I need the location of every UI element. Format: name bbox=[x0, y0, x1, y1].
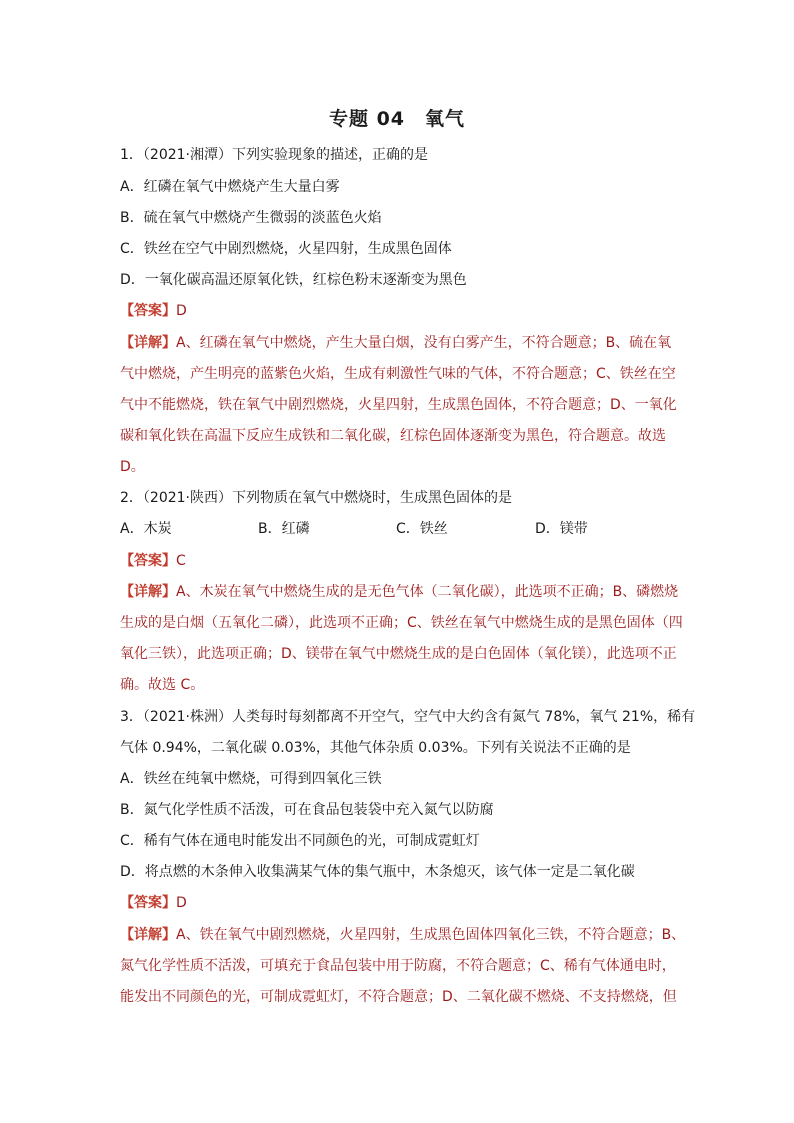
q3-detail-line: 氮气化学性质不活泼，可填充于食品包装中用于防腐，不符合题意；C、稀有气体通电时， bbox=[120, 958, 676, 974]
q3-option-c: C．稀有气体在通电时能发出不同颜色的光，可制成霓虹灯 bbox=[120, 833, 480, 849]
q2-option-a: A．木炭 bbox=[120, 521, 172, 537]
answer-tag: 【答案】 bbox=[120, 895, 176, 911]
detail-text: A、铁在氧气中剧烈燃烧，火星四射，生成黑色固体四氧化三铁，不符合题意；B、 bbox=[176, 927, 686, 943]
q2-detail-line: 生成的是白烟（五氧化二磷），此选项不正确；C、铁丝在氧气中燃烧生成的是黑色固体（四 bbox=[120, 615, 683, 631]
answer-value: C bbox=[176, 553, 186, 569]
q3-detail-line: 能发出不同颜色的光，可制成霓虹灯，不符合题意；D、二氧化碳不燃烧、不支持燃烧，但 bbox=[120, 989, 677, 1005]
answer-tag: 【答案】 bbox=[120, 303, 176, 319]
q3-detail-line bbox=[120, 926, 686, 944]
q2-detail-line: 确。故选 C。 bbox=[120, 677, 205, 693]
q1-answer bbox=[120, 302, 680, 320]
q2-detail-line: 氧化三铁），此选项正确；D、镁带在氧气中燃烧生成的是白色固体（氧化镁），此选项不正 bbox=[120, 646, 677, 662]
q2-detail-line bbox=[120, 583, 680, 601]
detail-tag: 【详解】 bbox=[120, 927, 176, 943]
q1-option-b: B．硫在氧气中燃烧产生微弱的淡蓝色火焰 bbox=[120, 210, 382, 226]
detail-text: A、木炭在氧气中燃烧生成的是无色气体（二氧化碳），此选项不正确；B、磷燃烧 bbox=[176, 584, 679, 600]
q1-detail-line: D。 bbox=[120, 459, 145, 475]
q1-detail-line: 气中不能燃烧，铁在氧气中剧烈燃烧，火星四射，生成黑色固体，不符合题意；D、一氧化 bbox=[120, 397, 677, 413]
q1-detail-line: 碳和氧化铁在高温下反应生成铁和二氧化碳，红棕色固体逐渐变为黑色，符合题意。故选 bbox=[120, 428, 666, 444]
q3-option-b: B．氮气化学性质不活泼，可在食品包装袋中充入氮气以防腐 bbox=[120, 802, 494, 818]
q3-stem: 3．（2021·株洲）人类每时每刻都离不开空气，空气中大约含有氮气 78%，氧气 21%，稀有 bbox=[120, 709, 696, 725]
detail-tag: 【详解】 bbox=[120, 335, 176, 351]
q1-option-c: C．铁丝在空气中剧烈燃烧，火星四射，生成黑色固体 bbox=[120, 241, 452, 257]
q3-option-a: A．铁丝在纯氧中燃烧，可得到四氧化三铁 bbox=[120, 771, 382, 787]
q2-answer bbox=[120, 552, 680, 570]
answer-value: D bbox=[176, 895, 187, 911]
q2-option-c: C．铁丝 bbox=[396, 521, 448, 537]
q3-answer bbox=[120, 894, 680, 912]
q1-detail-line: 气中燃烧，产生明亮的蓝紫色火焰，生成有刺激性气味的气体，不符合题意；C、铁丝在空 bbox=[120, 366, 676, 382]
q2-option-d: D．镁带 bbox=[535, 521, 588, 537]
page-title: 专题 04 氧气 bbox=[328, 108, 466, 130]
q1-stem: 1．（2021·湘潭）下列实验现象的描述，正确的是 bbox=[120, 147, 428, 163]
answer-tag: 【答案】 bbox=[120, 553, 176, 569]
answer-value: D bbox=[176, 303, 187, 319]
q1-option-d: D．一氧化碳高温还原氧化铁，红棕色粉末逐渐变为黑色 bbox=[120, 272, 467, 288]
detail-tag: 【详解】 bbox=[120, 584, 176, 600]
q2-stem: 2．（2021·陕西）下列物质在氧气中燃烧时，生成黑色固体的是 bbox=[120, 490, 512, 506]
q2-option-b: B．红磷 bbox=[258, 521, 310, 537]
q1-option-a: A．红磷在氧气中燃烧产生大量白雾 bbox=[120, 179, 340, 195]
q1-detail-line bbox=[120, 334, 680, 352]
detail-text: A、红磷在氧气中燃烧，产生大量白烟，没有白雾产生，不符合题意；B、硫在氧 bbox=[176, 335, 672, 351]
q3-stem: 气体 0.94%，二氧化碳 0.03%，其他气体杂质 0.03%。下列有关说法不正确的是 bbox=[120, 740, 631, 756]
q3-option-d: D．将点燃的木条伸入收集满某气体的集气瓶中，木条熄灭，该气体一定是二氧化碳 bbox=[120, 864, 635, 880]
